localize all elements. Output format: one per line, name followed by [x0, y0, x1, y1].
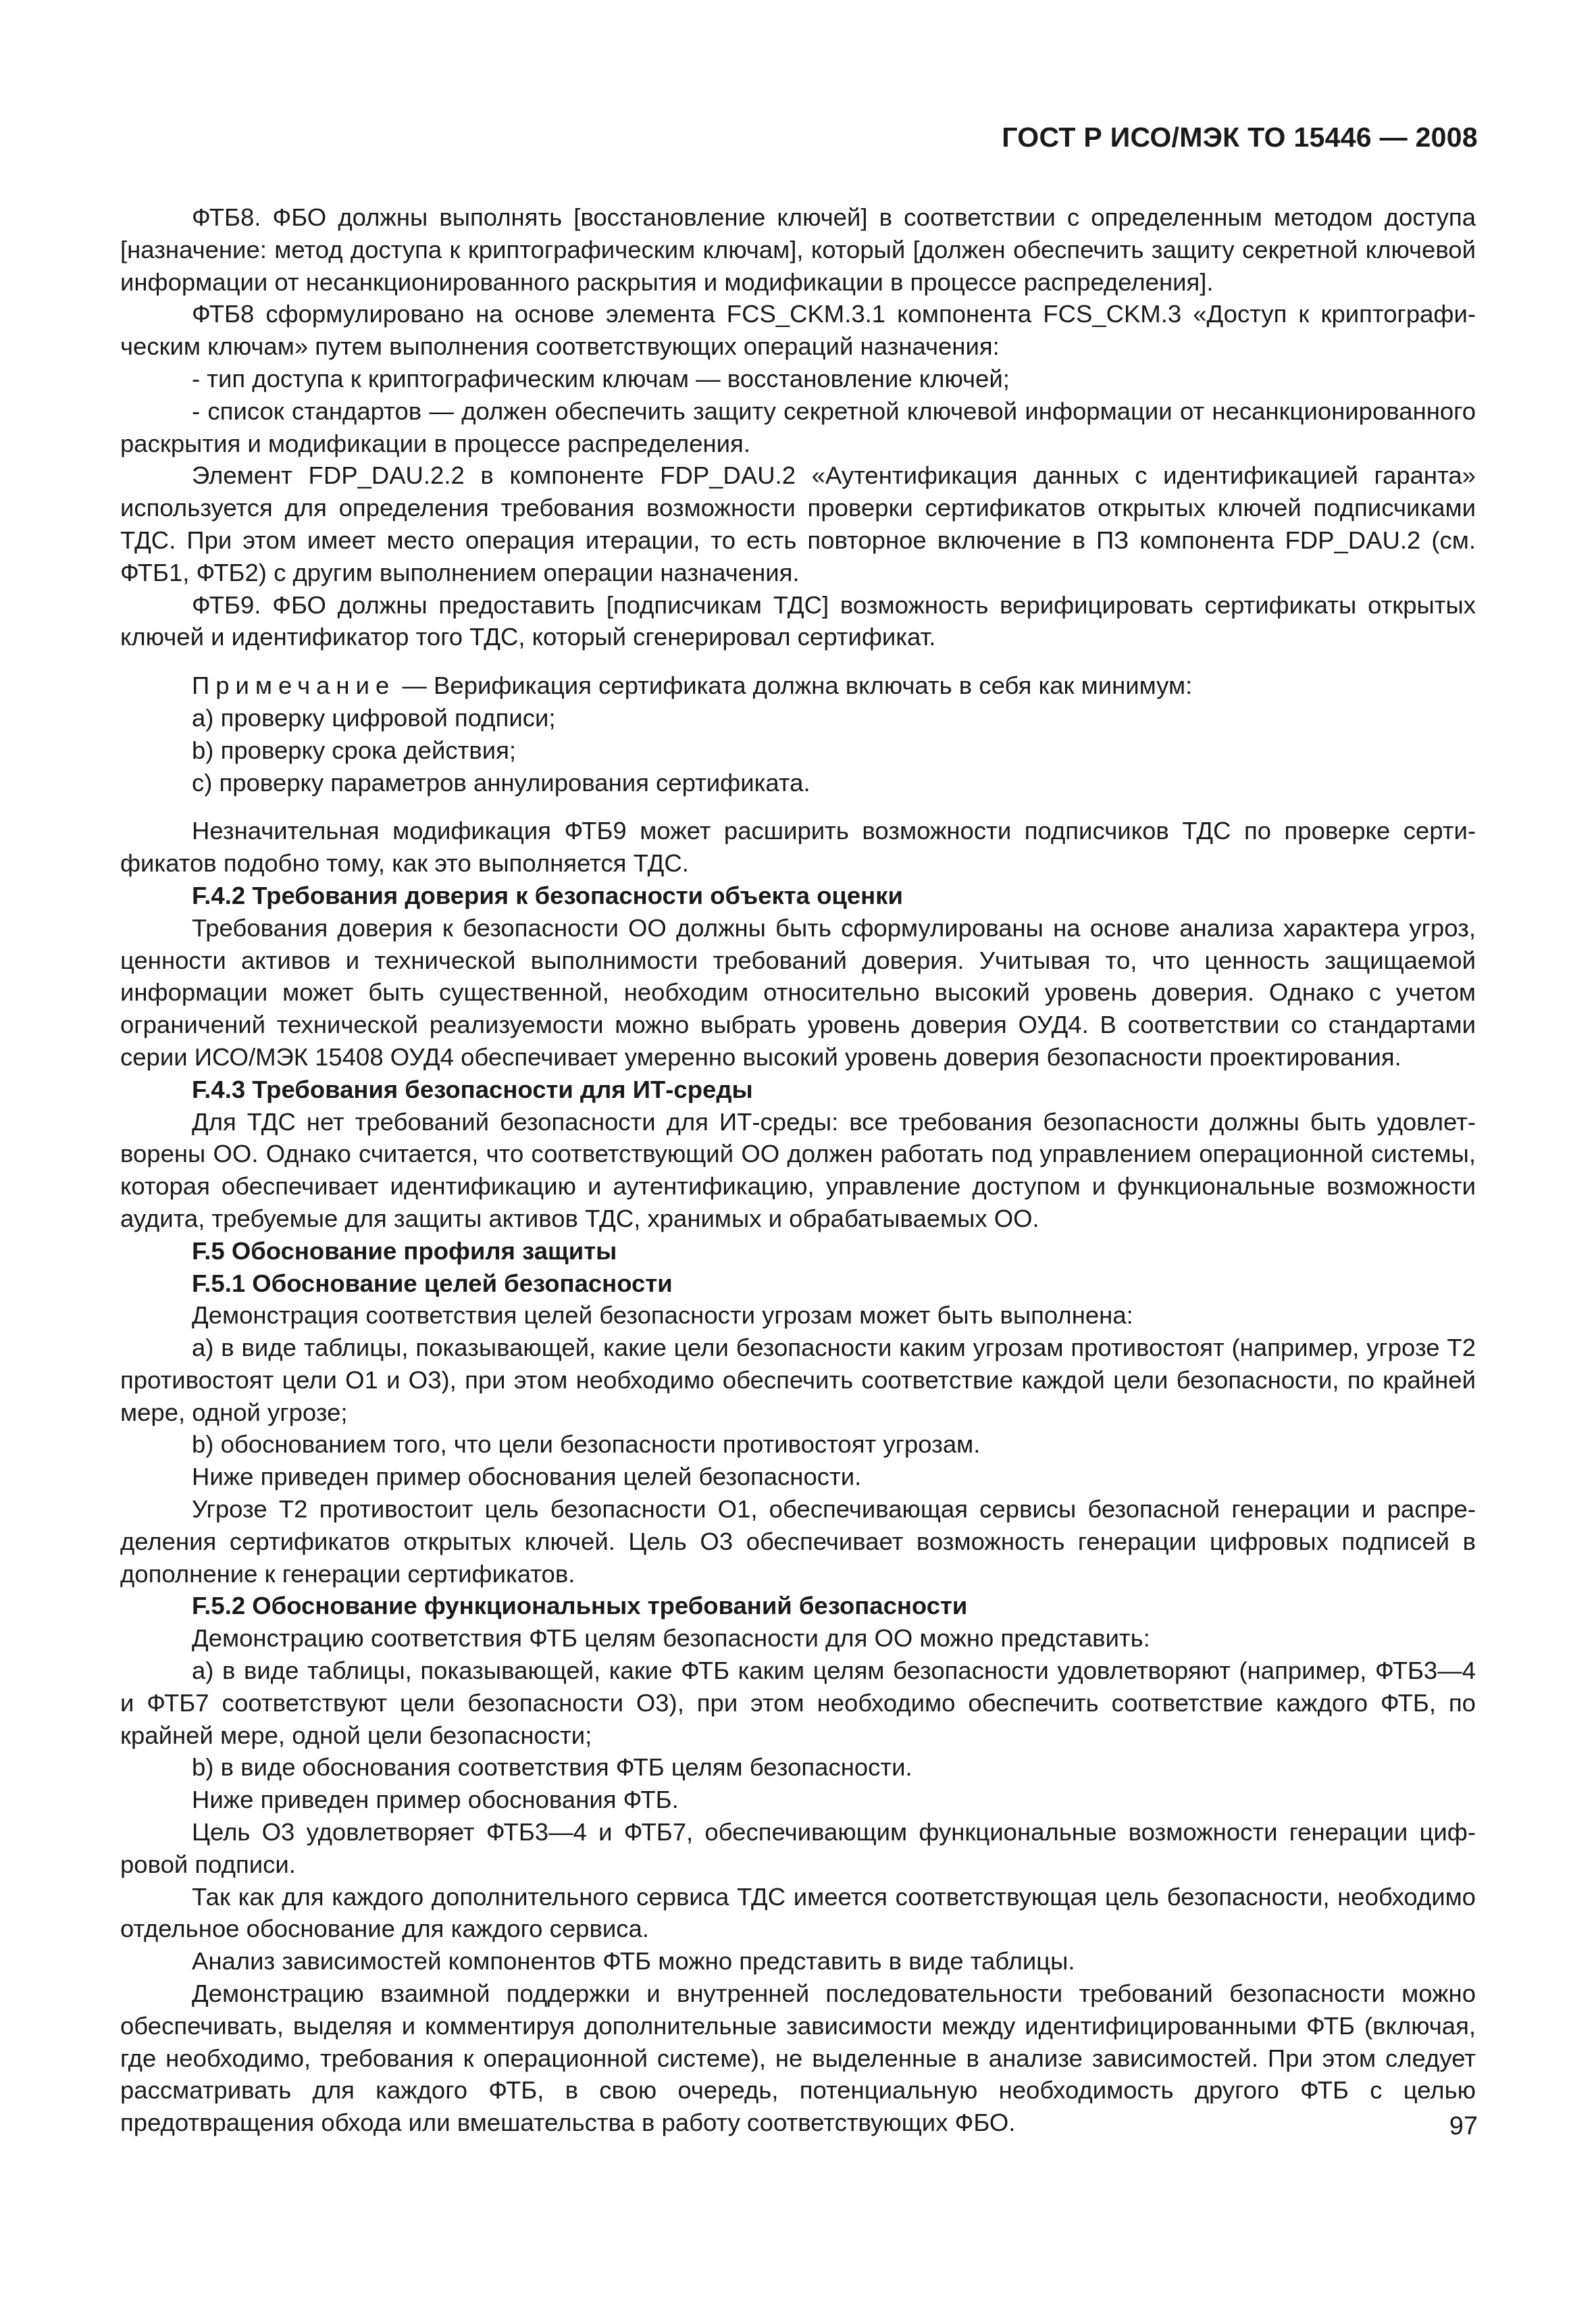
paragraph: Требования доверия к безопасности ОО должны быть сформулированы на основе анализа характера угроз, ценности активов и технической выполнимости требований доверия. Учитывая то, что ценность защищаемой информации может быть существенной, необходим относительно высокий уровень доверия. Однако с учетом ограничений технической реализуемости можно выбрать уровень доверия ОУД4. В соответствии со стандартами серии ИСО/МЭК 15408 ОУД4 обеспечивает умеренно высокий уровень доверия безопасности проектирования.	[120, 913, 1476, 1071]
paragraph: ФТБ8 сформулировано на основе элемента FCS_CKM.3.1 компонента FCS_CKM.3 «Доступ к криптографическим ключам» путем выполнения соответствующих операций назначения:	[120, 300, 1476, 361]
paragraph: Так как для каждого дополнительного сервиса ТДС имеется соответствующая цель безопасности, необходимо отдельное обоснование для каждого сервиса.	[120, 1882, 1476, 1943]
document-body	[120, 201, 1476, 2139]
paragraph: ФТБ8. ФБО должны выполнять [восстановление ключей] в соответствии с определенным методом доступа [назначение: метод доступа к криптографическим ключам], который [должен обеспечить защиту секретной ключевой информации от несанкционированного раскрытия и модификации в процессе распределения].	[120, 203, 1476, 296]
section-heading: F.4.3 Требования безопасности для ИТ-среды	[192, 1075, 753, 1103]
paragraph: Ниже приведен пример обоснования ФТБ.	[192, 1786, 679, 1814]
note-item: b) проверку срока действия;	[192, 736, 517, 764]
section-heading: F.5.1 Обоснование целей безопасности	[192, 1269, 673, 1297]
paragraph: Демонстрацию взаимной поддержки и внутренней последовательности требований безопасности можно обеспечивать, выделяя и комментируя дополнительные зависимости между идентифицированными ФТБ (включая, где необходимо, требования к операционной системе), не выделенные в анализе зависимостей. При этом следует рассматривать для каждого ФТБ, в свою очередь, потенциальную необходимость другого ФТБ с целью предотвращения обхода или вмешательства в работу соответствующих ФБО.	[120, 1980, 1476, 2137]
list-item: а) в виде таблицы, показывающей, какие цели безопасности каким угрозам противостоят (например, угрозе Т2 противостоят цели О1 и О3), при этом необходимо обеспечить соответствие каждой цели безопасности, по крайней мере, одной угрозе;	[120, 1334, 1476, 1426]
section-heading: F.5.2 Обоснование функциональных требований безопасности	[192, 1592, 968, 1620]
list-item: а) в виде таблицы, показывающей, какие ФТБ каким целям безопасности удовлетворяют (например, ФТБ3—4 и ФТБ7 соответствуют цели безопасности О3), при этом необходимо обеспечить соответствие каждого ФТБ, по крайней мере, одной цели безопасности;	[120, 1657, 1476, 1749]
note	[120, 670, 1476, 702]
document-header: ГОСТ Р ИСО/МЭК ТО 15446 — 2008	[1002, 122, 1478, 153]
note-item: а) проверку цифровой подписи;	[192, 703, 556, 732]
list-item: b) обоснованием того, что цели безопасности противостоят угрозам.	[192, 1430, 981, 1459]
paragraph: Демонстрацию соответствия ФТБ целям безопасности для ОО можно представить:	[192, 1624, 1150, 1653]
paragraph: Демонстрация соответствия целей безопасности угрозам может быть выполнена:	[192, 1301, 1133, 1330]
paragraph: Анализ зависимостей компонентов ФТБ можно представить в виде таблицы.	[192, 1947, 1075, 1976]
note-text: — Верификация сертификата должна включать в себя как минимум:	[395, 672, 1193, 700]
paragraph: ФТБ9. ФБО должны предоставить [подписчикам ТДС] возможность верифицировать сертификаты открытых ключей и идентификатор того ТДС, который сгенерировал сертификат.	[120, 590, 1476, 651]
note-label: Примечание	[192, 672, 396, 700]
paragraph: Цель О3 удовлетворяет ФТБ3—4 и ФТБ7, обеспечивающим функциональные возможности генерации цифровой подписи.	[120, 1818, 1476, 1878]
paragraph: Элемент FDP_DAU.2.2 в компоненте FDP_DAU.2 «Аутентификация данных с идентификацией гаранта» используется для определения требования возможности проверки сертификатов открытых ключей подписчиками ТДС. При этом имеет место операция итерации, то есть повторное включение в ПЗ компонента FDP_DAU.2 (см. ФТБ1, ФТБ2) с другим выполнением операции назначения.	[120, 461, 1476, 586]
section-heading: F.5 Обоснование профиля защиты	[192, 1236, 617, 1265]
paragraph: Ниже приведен пример обоснования целей безопасности.	[192, 1463, 862, 1491]
note-item: c) проверку параметров аннулирования сертификата.	[192, 768, 810, 797]
page-number: 97	[1449, 2112, 1478, 2140]
paragraph: Для ТДС нет требований безопасности для ИТ-среды: все требования безопасности должны быть удовлетворены ОО. Однако считается, что соответствующий ОО должен работать под управлением операционной системы, которая обеспечивает идентификацию и аутентификацию, управление доступом и функциональные возможности аудита, требуемые для защиты активов ТДС, хранимых и обрабатываемых ОО.	[120, 1107, 1476, 1232]
section-heading: F.4.2 Требования доверия к безопасности объекта оценки	[192, 881, 903, 909]
list-item: - список стандартов — должен обеспечить защиту секретной ключевой информации от несанкционированного раскрытия и модификации в процессе распределения.	[120, 397, 1476, 457]
paragraph: Угрозе Т2 противостоит цель безопасности О1, обеспечивающая сервисы безопасной генерации и распределения сертификатов открытых ключей. Цель О3 обеспечивает возможность генерации цифровых подписей в дополнение к генерации сертификатов.	[120, 1495, 1476, 1588]
paragraph: Незначительная модификация ФТБ9 может расширить возможности подписчиков ТДС по проверке сертификатов подобно тому, как это выполняется ТДС.	[120, 817, 1476, 878]
list-item: - тип доступа к криптографическим ключам — восстановление ключей;	[192, 364, 1010, 393]
list-item: b) в виде обоснования соответствия ФТБ целям безопасности.	[192, 1753, 912, 1782]
